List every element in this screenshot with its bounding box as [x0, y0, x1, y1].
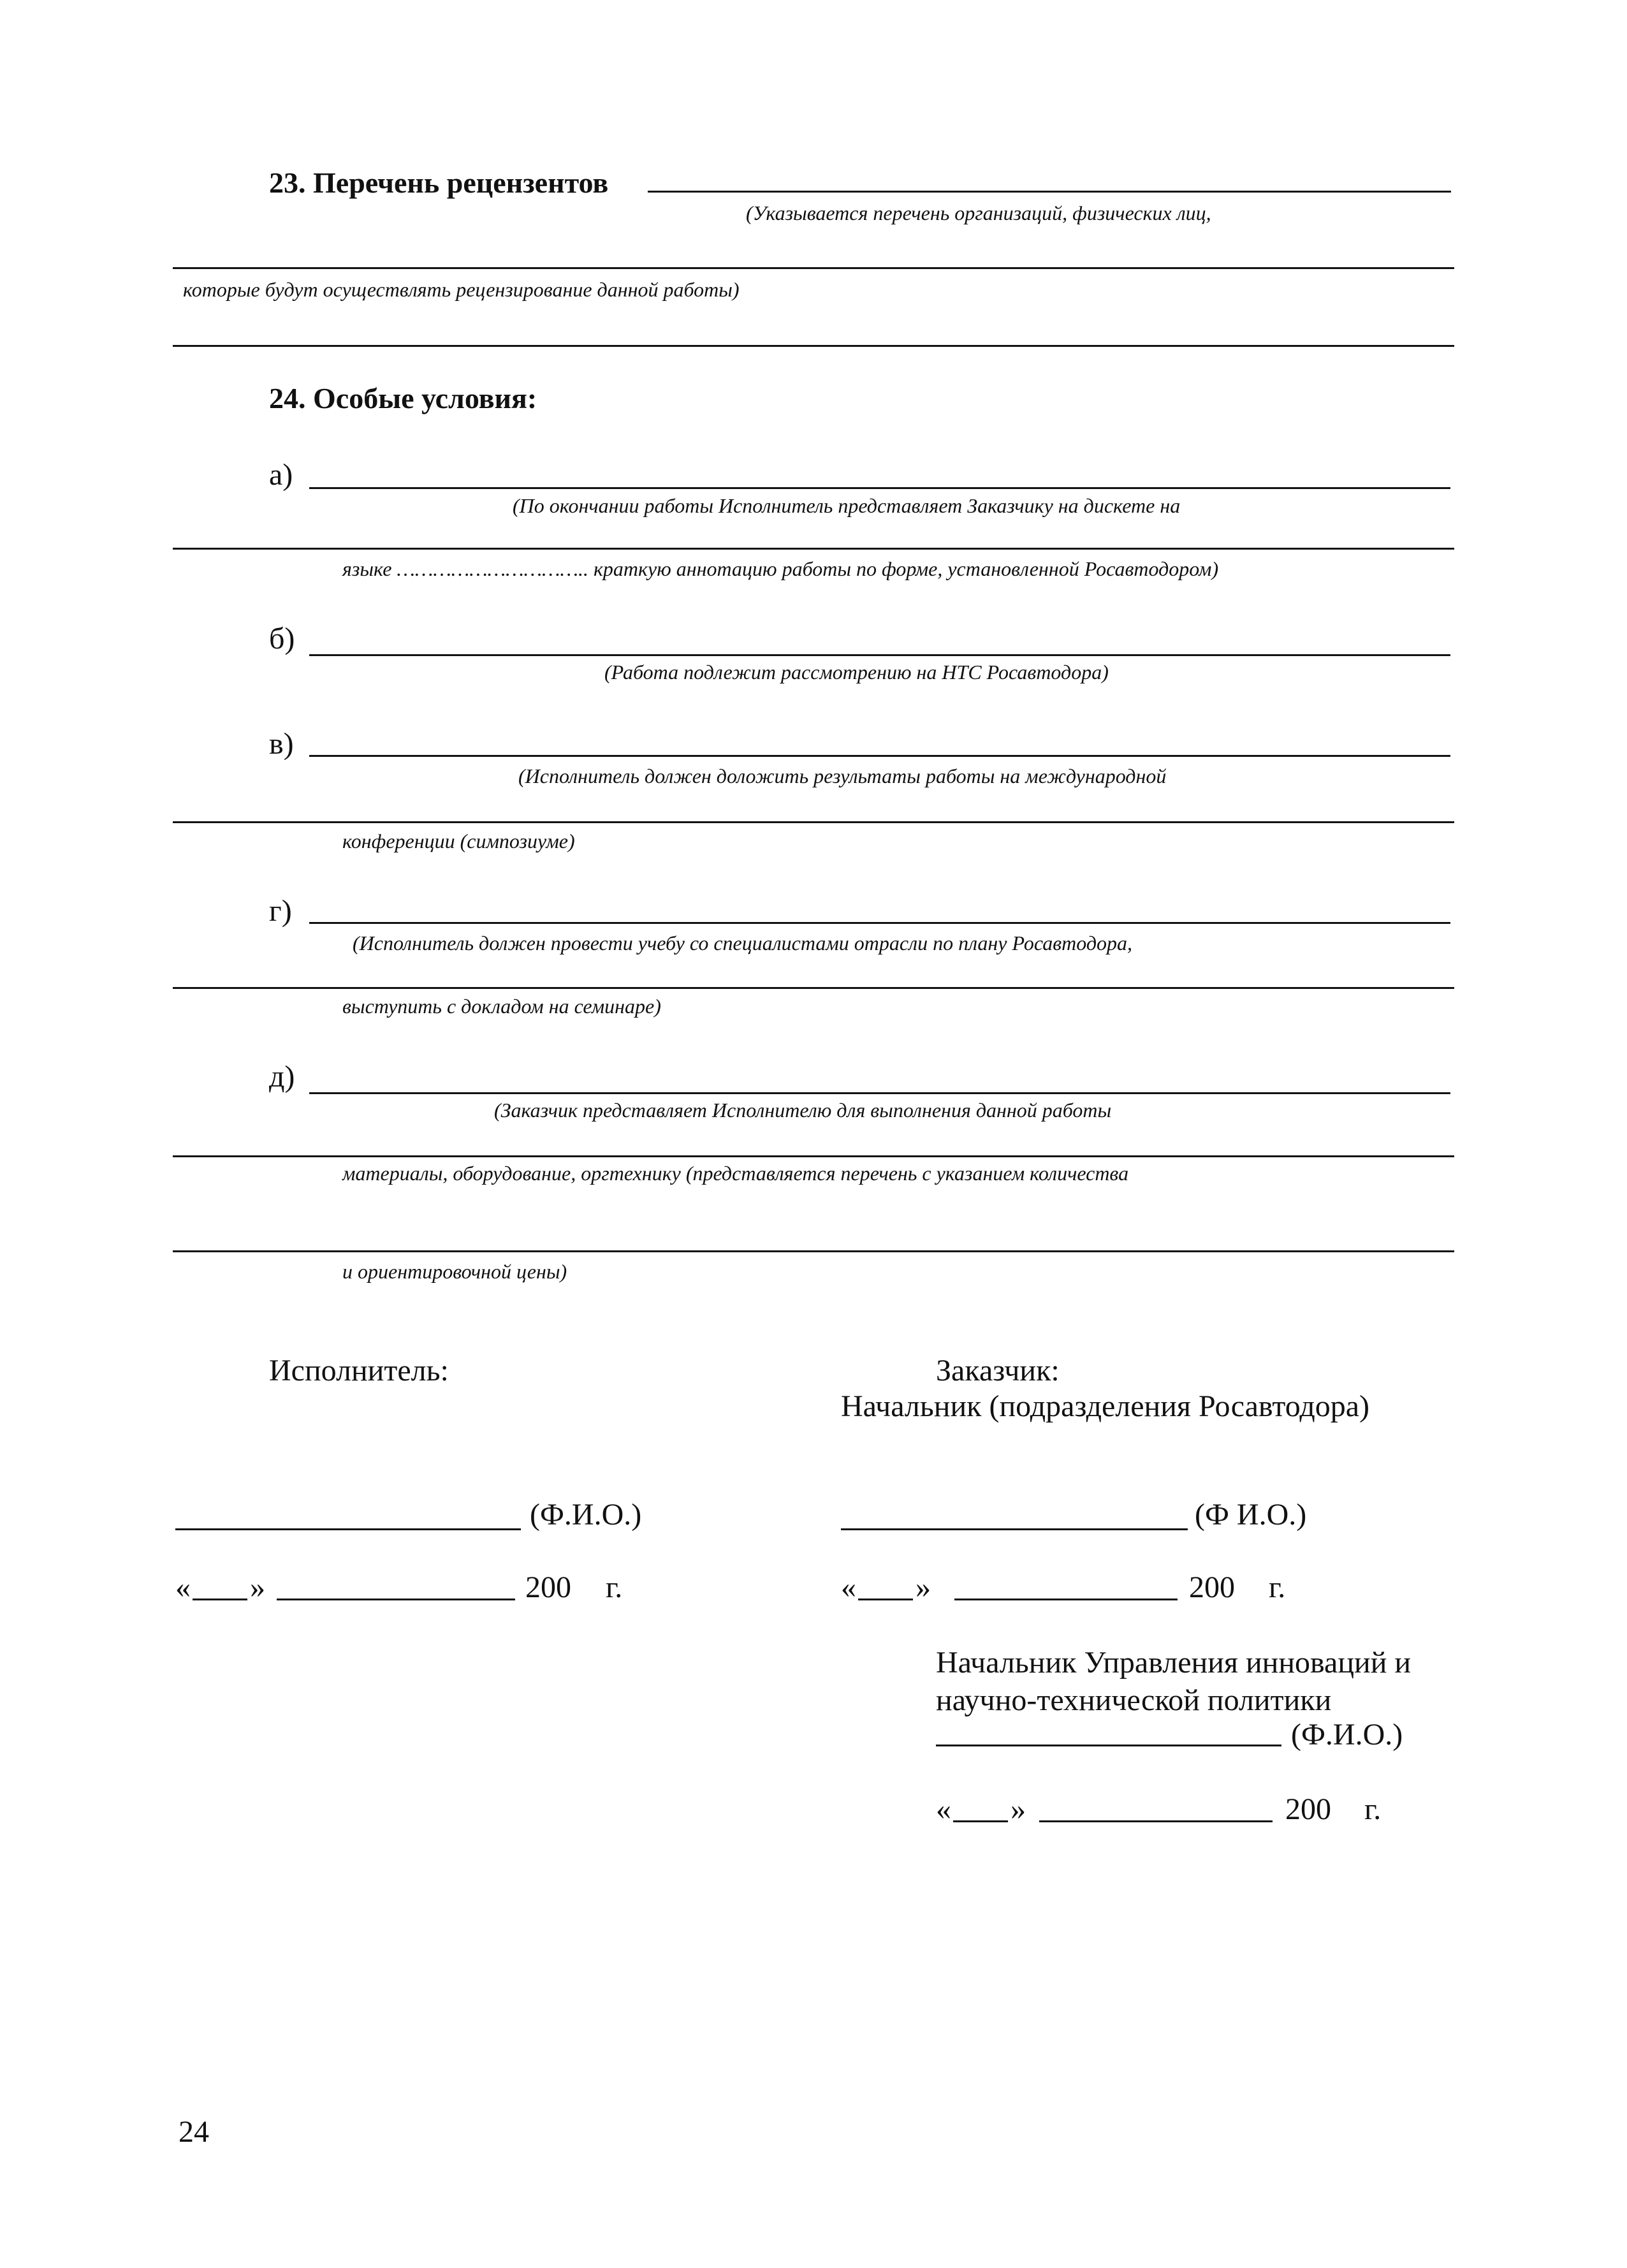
reviewers-field[interactable] — [648, 191, 1451, 193]
condition-d-label: д) — [269, 1060, 295, 1094]
condition-d-field-line-2[interactable] — [173, 1155, 1454, 1157]
head-fio: (Ф.И.О.) — [1291, 1718, 1403, 1752]
executor-signature-field[interactable] — [175, 1528, 521, 1530]
condition-g-label: г) — [269, 894, 292, 928]
condition-d-hint-cont-2: и ориентировочной цены) — [342, 1260, 567, 1283]
condition-g-field-line-2[interactable] — [173, 987, 1454, 989]
customer-position: Начальник (подразделения Росавтодора) — [841, 1389, 1370, 1423]
condition-d-hint: (Заказчик представляет Исполнителю для выполнения данной работы — [494, 1099, 1112, 1122]
condition-v-field-line-2[interactable] — [173, 821, 1454, 823]
section-23-hint: (Указывается перечень организаций, физических лиц, — [746, 201, 1211, 224]
reviewers-field-line-3[interactable] — [173, 345, 1454, 347]
head-date-open: « — [936, 1792, 951, 1826]
head-year-suffix: г. — [1364, 1792, 1382, 1826]
condition-v-hint: (Исполнитель должен доложить результаты работы на международной — [518, 765, 1167, 787]
head-position-cont: научно-технической политики — [936, 1683, 1332, 1717]
executor-month-field[interactable] — [277, 1599, 515, 1600]
customer-fio: (Ф И.О.) — [1195, 1498, 1307, 1532]
condition-v-label: в) — [269, 727, 294, 761]
customer-date-open: « — [841, 1570, 856, 1604]
head-year: 200 — [1285, 1792, 1331, 1826]
executor-date-close: » — [250, 1570, 265, 1604]
condition-a-field-line-2[interactable] — [173, 548, 1454, 550]
condition-a-label: а) — [269, 458, 293, 492]
condition-v-field[interactable] — [309, 755, 1450, 757]
condition-g-hint-cont: выступить с докладом на семинаре) — [342, 995, 661, 1018]
head-day-field[interactable] — [953, 1820, 1008, 1822]
condition-d-field[interactable] — [309, 1092, 1450, 1094]
head-month-field[interactable] — [1039, 1820, 1273, 1822]
customer-label: Заказчик: — [936, 1354, 1060, 1387]
condition-a-hint: (По окончании работы Исполнитель представляет Заказчику на дискете на — [513, 494, 1181, 517]
page-number: 24 — [179, 2115, 209, 2149]
condition-d-field-line-3[interactable] — [173, 1250, 1454, 1252]
section-24-title: 24. Особые условия: — [269, 382, 537, 414]
condition-b-label: б) — [269, 622, 295, 655]
condition-a-hint-cont: языке ………………………….. краткую аннотацию работы по форме, установленной Росавтодором) — [342, 557, 1219, 580]
section-23-title: 23. Перечень рецензентов — [269, 166, 609, 199]
condition-b-hint: (Работа подлежит рассмотрению на НТС Росавтодора) — [604, 661, 1109, 684]
condition-v-hint-cont: конференции (симпозиуме) — [342, 830, 575, 852]
section-23-hint-cont: которые будут осуществлять рецензирование данной работы) — [183, 278, 740, 301]
customer-day-field[interactable] — [858, 1599, 913, 1600]
customer-year: 200 — [1189, 1570, 1235, 1604]
customer-year-suffix: г. — [1269, 1570, 1286, 1604]
head-signature-field[interactable] — [936, 1745, 1281, 1746]
executor-date-open: « — [175, 1570, 191, 1604]
condition-g-hint: (Исполнитель должен провести учебу со специалистами отрасли по плану Росавтодора, — [353, 932, 1133, 955]
condition-d-hint-cont: материалы, оборудование, оргтехнику (представляется перечень с указанием количества — [342, 1162, 1129, 1185]
customer-date-close: » — [916, 1570, 931, 1604]
customer-signature-field[interactable] — [841, 1528, 1188, 1530]
customer-month-field[interactable] — [954, 1599, 1178, 1600]
head-date-close: » — [1010, 1792, 1026, 1826]
executor-fio: (Ф.И.О.) — [530, 1498, 642, 1532]
executor-label: Исполнитель: — [269, 1354, 449, 1387]
condition-b-field[interactable] — [309, 654, 1450, 656]
executor-year: 200 — [525, 1570, 571, 1604]
executor-year-suffix: г. — [606, 1570, 623, 1604]
head-position: Начальник Управления инноваций и — [936, 1646, 1412, 1679]
condition-g-field[interactable] — [309, 922, 1450, 924]
reviewers-field-line-2[interactable] — [173, 267, 1454, 269]
executor-day-field[interactable] — [193, 1599, 247, 1600]
condition-a-field[interactable] — [309, 487, 1450, 489]
